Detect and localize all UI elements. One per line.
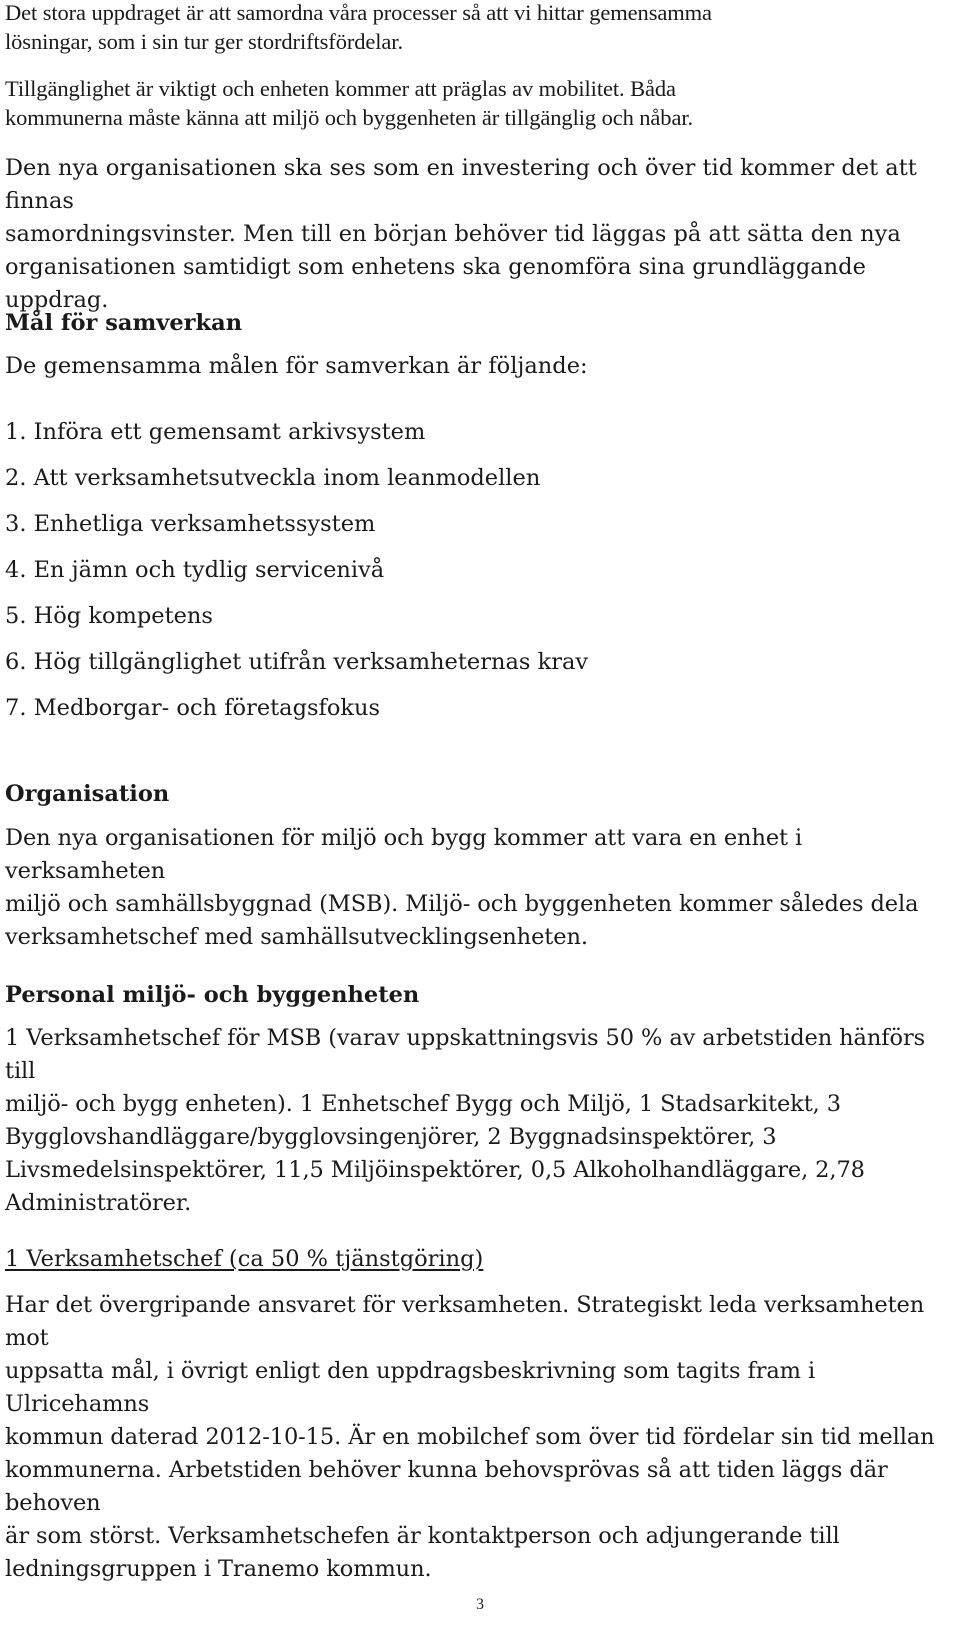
text-line: Livsmedelsinspektörer, 11,5 Miljöinspektörer, 0,5 Alkoholhandläggare, 2,78 [5, 1157, 865, 1183]
organisation-heading: Organisation [5, 781, 170, 807]
list-item: 1. Införa ett gemensamt arkivsystem [5, 419, 426, 445]
text-line: verksamhetschef med samhällsutvecklingsenheten. [5, 924, 588, 950]
goals-list [5, 409, 945, 731]
text-line: organisationen samtidigt som enhetens ska genomföra sina grundläggande uppdrag. [5, 254, 866, 313]
text-line: Administratörer. [5, 1190, 192, 1216]
text-line: lösningar, som i sin tur ger stordriftsfördelar. [5, 29, 403, 54]
text-line: 1 Verksamhetschef för MSB (varav uppskattningsvis 50 % av arbetstiden hänförs till [5, 1025, 926, 1084]
text-line: Tillgänglighet är viktigt och enheten kommer att präglas av mobilitet. Båda [5, 76, 676, 101]
personal-heading: Personal miljö- och byggenheten [5, 982, 420, 1008]
personal-paragraph [5, 1022, 945, 1220]
goals-intro: De gemensamma målen för samverkan är följande: [5, 353, 588, 379]
list-item: 5. Hög kompetens [5, 603, 213, 629]
text-line: Bygglovshandläggare/bygglovsingenjörer, 2 Byggnadsinspektörer, 3 [5, 1124, 777, 1150]
list-item: 6. Hög tillgänglighet utifrån verksamheternas krav [5, 649, 589, 675]
text-line: Det stora uppdraget är att samordna våra processer så att vi hittar gemensamma [5, 0, 712, 25]
text-line: kommunerna måste känna att miljö och byggenheten är tillgänglig och nåbar. [5, 105, 694, 130]
page-number: 3 [476, 1596, 484, 1613]
text-line: uppsatta mål, i övrigt enligt den uppdragsbeskrivning som tagits fram i Ulricehamns [5, 1358, 816, 1417]
goals-heading: Mål för samverkan [5, 310, 243, 336]
text-line: ledningsgruppen i Tranemo kommun. [5, 1556, 432, 1582]
intro-paragraph-2 [5, 74, 945, 132]
text-fragment: samordningsvinster. [5, 221, 236, 247]
list-item: 2. Att verksamhetsutveckla inom leanmodellen [5, 465, 541, 491]
text-line: Den nya organisationen ska ses som en investering och över tid kommer det att finnas [5, 155, 917, 214]
text-line: är som störst. Verksamhetschefen är kontaktperson och adjungerande till [5, 1523, 840, 1549]
text-line: kommunerna. Arbetstiden behöver kunna behovsprövas så att tiden läggs där behoven [5, 1457, 888, 1516]
verksamhetschef-paragraph [5, 1289, 945, 1586]
verksamhetschef-heading: 1 Verksamhetschef (ca 50 % tjänstgöring) [5, 1246, 484, 1272]
intro-paragraph-1 [5, 0, 945, 56]
text-line: miljö- och bygg enheten). 1 Enhetschef Bygg och Miljö, 1 Stadsarkitekt, 3 [5, 1091, 841, 1117]
text-line: Har det övergripande ansvaret för verksamheten. Strategiskt leda verksamheten mot [5, 1292, 925, 1351]
list-item: 3. Enhetliga verksamhetssystem [5, 511, 376, 537]
list-item: 7. Medborgar- och företagsfokus [5, 695, 381, 721]
intro-paragraph-3 [5, 152, 945, 317]
text-line: miljö och samhällsbyggnad (MSB). Miljö- och byggenheten kommer således dela [5, 891, 919, 917]
text-line: kommun daterad 2012-10-15. Är en mobilchef som över tid fördelar sin tid mellan [5, 1424, 935, 1450]
text-fragment: Men till en början behöver tid läggas på att sätta den nya [243, 221, 901, 247]
list-item: 4. En jämn och tydlig servicenivå [5, 557, 385, 583]
organisation-paragraph [5, 822, 945, 954]
text-line: Den nya organisationen för miljö och bygg kommer att vara en enhet i verksamheten [5, 825, 803, 884]
